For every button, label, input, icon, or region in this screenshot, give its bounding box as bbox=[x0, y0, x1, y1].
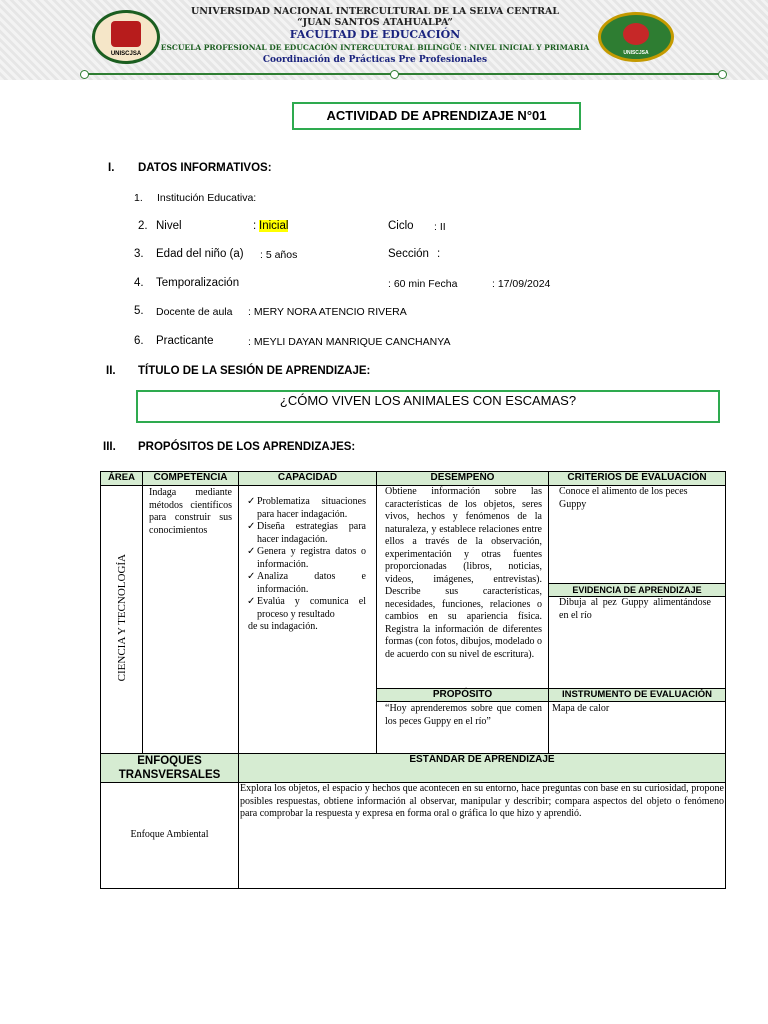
item-number: 6. bbox=[134, 335, 144, 347]
temporalizacion-label: Temporalización bbox=[156, 277, 240, 289]
practicante-label: Practicante bbox=[156, 335, 214, 347]
estandar-value: Explora los objetos, el espacio y hechos que acontecen en su entorno, hace preguntas con base en su curiosidad, propone posibles respuestas, obtiene información al observar, manipular y describir; compara aspectos del objeto o fenómeno para comprobar la respuesta y expresa en forma oral o gráfica lo que hizo y aprendió. bbox=[240, 783, 724, 819]
header-enfoques: ENFOQUES TRANSVERSALES bbox=[101, 754, 239, 783]
header-area: ÁREA bbox=[101, 472, 143, 486]
capacidad-cell bbox=[239, 486, 377, 754]
criterio-value: Conoce el alimento de los peces Guppy bbox=[559, 486, 688, 510]
instrumento-value: Mapa de calor bbox=[552, 703, 610, 714]
proposito-value: “Hoy aprenderemos sobre que comen los peces Guppy en el río” bbox=[385, 703, 542, 727]
evidencia-cell bbox=[549, 597, 726, 689]
ciclo-label: Ciclo bbox=[388, 220, 414, 232]
nivel-value: Inicial bbox=[259, 220, 289, 232]
nivel-label: Nivel bbox=[156, 220, 182, 232]
item-number: 3. bbox=[134, 248, 144, 260]
edad-value: : 5 años bbox=[260, 249, 298, 261]
section-label: TÍTULO DE LA SESIÓN DE APRENDIZAJE: bbox=[138, 365, 371, 377]
item-number: 4. bbox=[134, 277, 144, 289]
item-number: 2. bbox=[138, 220, 148, 232]
coordination-name: Coordinación de Prácticas Pre Profesionales bbox=[262, 55, 488, 65]
university-logo-left bbox=[92, 10, 160, 64]
ciclo-value: : II bbox=[434, 221, 446, 233]
header-instrumento: INSTRUMENTO DE EVALUACIÓN bbox=[549, 689, 726, 702]
header-evidencia: EVIDENCIA DE APRENDIZAJE bbox=[549, 584, 726, 597]
desempeno-cell bbox=[377, 486, 549, 689]
header-proposito: PROPÓSITO bbox=[377, 689, 549, 702]
header-criterios: CRITERIOS DE EVALUACIÓN bbox=[549, 472, 726, 486]
university-name: UNIVERSIDAD NACIONAL INTERCULTURAL DE LA SELVA CENTRAL bbox=[190, 6, 560, 17]
capacidad-item: ✓ Evalúa y comunica el proceso y resultado bbox=[257, 596, 366, 621]
item-number: 5. bbox=[134, 305, 144, 317]
capacidad-item: ✓ Genera y registra datos o información. bbox=[257, 546, 366, 571]
enfoque-value: Enfoque Ambiental bbox=[130, 829, 209, 841]
nivel-separator: : bbox=[253, 220, 257, 232]
instrumento-cell bbox=[549, 702, 726, 754]
capacidad-item: ✓ Problematiza situaciones para hacer indagación. bbox=[257, 496, 366, 521]
section-label: PROPÓSITOS DE LOS APRENDIZAJES: bbox=[138, 441, 356, 453]
activity-title: ACTIVIDAD DE APRENDIZAJE N°01 bbox=[292, 102, 581, 130]
capacidad-list bbox=[239, 496, 376, 621]
document-header bbox=[0, 0, 768, 80]
divider-dot bbox=[80, 70, 89, 79]
logo-right-text: UNISCJSA bbox=[623, 50, 649, 56]
section-label: DATOS INFORMATIVOS: bbox=[138, 162, 272, 174]
header-competencia: COMPETENCIA bbox=[143, 472, 239, 486]
area-cell bbox=[101, 486, 143, 754]
estandar-cell bbox=[239, 783, 726, 889]
competencia-cell bbox=[143, 486, 239, 754]
enfoque-cell bbox=[101, 783, 239, 889]
docente-label: Docente de aula bbox=[156, 306, 233, 318]
learning-purposes-table bbox=[100, 471, 726, 889]
capacidad-item: ✓ Analiza datos e información. bbox=[257, 571, 366, 596]
header-desempeno: DESEMPEÑO bbox=[377, 472, 549, 486]
section-number: II. bbox=[106, 365, 116, 377]
seccion-value: : bbox=[437, 248, 441, 260]
header-estandar: ESTÁNDAR DE APRENDIZAJE bbox=[239, 754, 726, 783]
session-title: ¿CÓMO VIVEN LOS ANIMALES CON ESCAMAS? bbox=[136, 390, 720, 423]
capacidad-tail: de su indagación. bbox=[248, 621, 318, 632]
desempeno-value: Obtiene información sobre las características de los objetos, seres vivos, hechos y fenómenos de la naturaleza, y establece relaciones entre ellos a través de la observación, experimentación y otras fuentes proporcionadas (libros, noticias, videos, imágenes, entrevistas). Describe sus características, necesidades, funciones, relaciones o cambios en su apariencia física. Registra la información de diferentes formas (con fotos, dibujos, modelado o de acuerdo con su nivel de escritura). bbox=[385, 486, 542, 660]
edad-label: Edad del niño (a) bbox=[156, 248, 244, 260]
competencia-value: Indaga mediante métodos científicos para construir sus conocimientos bbox=[149, 487, 232, 536]
university-subname: “JUAN SANTOS ATAHUALPA” bbox=[297, 17, 453, 28]
divider-dot bbox=[390, 70, 399, 79]
temporalizacion-value: : 60 min Fecha bbox=[388, 278, 458, 290]
proposito-cell bbox=[377, 702, 549, 754]
faculty-name: FACULTAD DE EDUCACIÓN bbox=[289, 28, 461, 41]
docente-value: : MERY NORA ATENCIO RIVERA bbox=[248, 306, 407, 318]
seccion-label: Sección bbox=[388, 248, 429, 260]
header-capacidad: CAPACIDAD bbox=[239, 472, 377, 486]
criterio-cell bbox=[549, 486, 726, 584]
fecha-value: : 17/09/2024 bbox=[492, 278, 551, 290]
school-name: ESCUELA PROFESIONAL DE EDUCACIÓN INTERCULTURAL BILINGÜE : NIVEL INICIAL Y PRIMARIA bbox=[160, 43, 590, 52]
evidencia-value: Dibuja al pez Guppy alimentándose en el río bbox=[559, 597, 711, 621]
divider-dot bbox=[718, 70, 727, 79]
section-number: III. bbox=[103, 441, 116, 453]
faculty-logo-right bbox=[598, 12, 674, 62]
capacidad-item: ✓ Diseña estrategias para hacer indagación. bbox=[257, 521, 366, 546]
header-divider bbox=[82, 73, 722, 75]
institucion-label: Institución Educativa: bbox=[157, 192, 257, 204]
practicante-value: : MEYLI DAYAN MANRIQUE CANCHANYA bbox=[248, 336, 451, 348]
logo-left-text: UNISCJSA bbox=[110, 51, 142, 57]
section-number: I. bbox=[108, 162, 115, 174]
item-number: 1. bbox=[134, 192, 143, 204]
area-value: CIENCIA Y TECNOLOGÍA bbox=[115, 554, 128, 682]
